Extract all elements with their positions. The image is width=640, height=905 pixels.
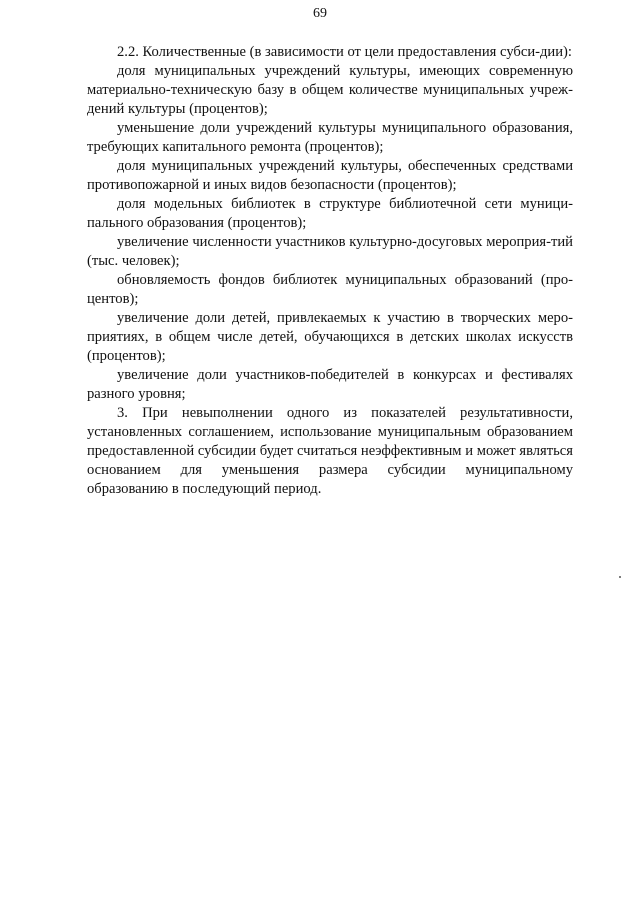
paragraph-winners-share: увеличение доли участников-победителей в конкурсах и фестивалях разного уровня; [87, 367, 573, 402]
page-number: 69 [313, 6, 327, 21]
paragraph-quantitative-heading: 2.2. Количественные (в зависимости от цели предоставления субси-дии): [117, 44, 572, 60]
paragraph-model-libraries: доля модельных библиотек в структуре библиотечной сети муници-пального образования (процентов); [87, 196, 573, 231]
document-body [87, 43, 573, 499]
paragraph-noncompliance: 3. При невыполнении одного из показателей результативности, установленных соглашением, использование муниципальным образованием предоставленной субсидии будет считаться неэффективным и может являться основанием для уменьшения размера субсидии муниципальному образованию в последующий период. [87, 405, 573, 497]
paragraph-participants-count: увеличение численности участников культурно-досуговых мероприя-тий (тыс. человек); [87, 234, 573, 269]
scan-artifact [619, 576, 621, 578]
paragraph-modern-base-share: доля муниципальных учреждений культуры, имеющих современную материально-техническую базу в общем количестве муниципальных учреж-дений культуры (процентов); [87, 63, 573, 117]
paragraph-library-funds: обновляемость фондов библиотек муниципальных образований (про-центов); [87, 272, 573, 307]
paragraph-children-share: увеличение доли детей, привлекаемых к участию в творческих меро-приятиях, в общем числе детей, обучающихся в детских школах искусств (процентов); [87, 310, 573, 364]
paragraph-repair-share: уменьшение доли учреждений культуры муниципального образования, требующих капитального ремонта (процентов); [87, 120, 573, 155]
paragraph-safety-share: доля муниципальных учреждений культуры, обеспеченных средствами противопожарной и иных видов безопасности (процентов); [87, 158, 573, 193]
